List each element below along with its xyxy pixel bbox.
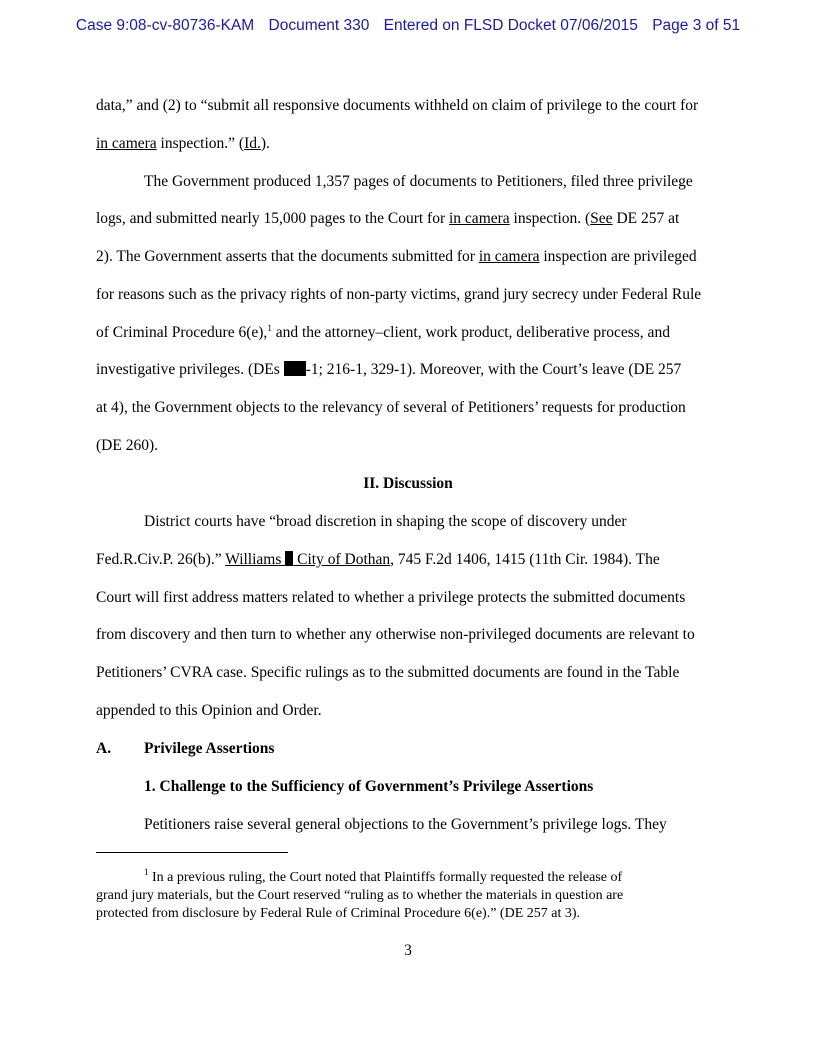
page-number: 3 xyxy=(404,942,412,959)
text-line: logs, and submitted nearly 15,000 pages to the Court for in camera inspection. (See DE 257 at xyxy=(96,210,680,227)
text-line: District courts have “broad discretion in shaping the scope of discovery under xyxy=(144,513,627,530)
footnote-ref[interactable]: 1 xyxy=(267,323,272,333)
text-line: 2). The Government asserts that the documents submitted for in camera inspection are privileged xyxy=(96,248,697,265)
document-number: Document 330 xyxy=(268,17,370,34)
text-line: investigative privileges. (DEs -1; 216-1, 329-1). Moreover, with the Court’s leave (DE 257 xyxy=(96,361,682,378)
text-line: The Government produced 1,357 pages of documents to Petitioners, filed three privilege xyxy=(144,173,693,190)
text-line: for reasons such as the privacy rights of non-party victims, grand jury secrecy under Federal Rule xyxy=(96,286,702,303)
footnote-line: $^1$ In a previous ruling, the Court noted that Plaintiffs formally requested the release of xyxy=(144,867,623,885)
text-line: Petitioners raise several general objections to the Government’s privilege logs. They xyxy=(144,816,667,833)
footnote-mark: 1 xyxy=(144,867,149,877)
subheading-a-label: A. xyxy=(96,740,112,757)
case-number: Case 9:08-cv-80736-KAM xyxy=(75,17,255,34)
footnote-line: grand jury materials, but the Court reserved “ruling as to whether the materials in question are xyxy=(96,888,624,903)
text-line: from discovery and then turn to whether any otherwise non-privileged documents are relevant to xyxy=(96,626,695,643)
footnote-divider xyxy=(96,852,288,853)
footnote-line: protected from disclosure by Federal Rule of Criminal Procedure 6(e).” (DE 257 at 3). xyxy=(96,906,581,921)
redaction-block xyxy=(284,361,306,376)
page-count: Page 3 of 51 xyxy=(652,17,741,34)
text-line: data,” and (2) to “submit all responsive documents withheld on claim of privilege to the court for xyxy=(96,97,699,114)
text-line: Petitioners’ CVRA case. Specific rulings as to the submitted documents are found in the Table xyxy=(96,664,680,681)
subheading-a-title: Privilege Assertions xyxy=(144,740,275,757)
text-line: of Criminal Procedure 6(e),$^1$ and the attorney–client, work product, deliberative process, and xyxy=(96,323,670,341)
text-line: (DE 260). xyxy=(96,437,158,454)
section-heading: II. Discussion xyxy=(363,475,453,492)
entered-on: Entered on FLSD Docket 07/06/2015 xyxy=(383,17,638,34)
text-line: Fed.R.Civ.P. 26(b).” Williams City of Dothan, 745 F.2d 1406, 1415 (11th Cir. 1984). The xyxy=(96,551,660,568)
text-line: at 4), the Government objects to the relevancy of several of Petitioners’ requests for production xyxy=(96,399,686,416)
text-line: in camera inspection.” (Id.). xyxy=(96,135,270,152)
subheading-1-title: 1. Challenge to the Sufficiency of Government’s Privilege Assertions xyxy=(144,778,594,795)
docket-header xyxy=(0,17,816,35)
text-line: appended to this Opinion and Order. xyxy=(96,702,322,719)
text-line: Court will first address matters related to whether a privilege protects the submitted documents xyxy=(96,589,686,606)
